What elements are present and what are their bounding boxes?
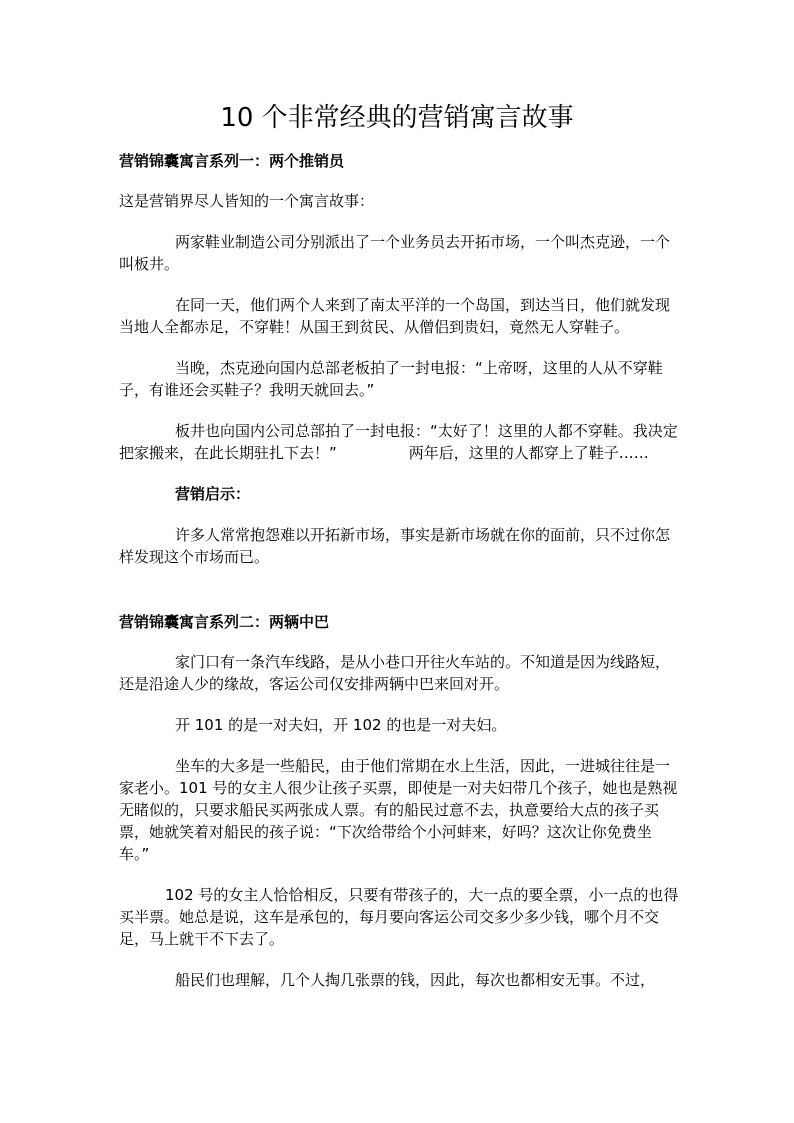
section-2-paragraph-2: 开 101 的是一对夫妇，开 102 的也是一对夫妇。 xyxy=(175,716,507,734)
section-1-paragraph-3: 当晚，杰克逊向国内总部老板拍了一封电报：“上帝呀，这里的人从不穿鞋子，有谁还会买鞋子？我明天就回去。” xyxy=(119,359,663,399)
section-1-heading: 营销锦囊寓言系列一：两个推销员 xyxy=(119,152,345,170)
section-2-paragraph-5: 船民们也理解，几个人掏几张票的钱，因此，每次也都相安无事。不过， xyxy=(175,971,656,989)
section-2-paragraph-4: 102 号的女主人恰恰相反，只要有带孩子的，大一点的要全票，小一点的也得买半票。她总是说，这车是承包的，每月要向客运公司交多少多少钱，哪个月不交足，马上就干不下去了。 xyxy=(119,886,679,948)
section-2-paragraph-1: 家门口有一条汽车线路，是从小巷口开往火车站的。不知道是因为线路短，还是沿途人少的缘故，客运公司仅安排两辆中巴来回对开。 xyxy=(119,653,671,693)
insight-text: 许多人常常抱怨难以开拓新市场，事实是新市场就在你的面前，只不过你怎样发现这个市场而已。 xyxy=(119,526,671,566)
document-title: 10 个非常经典的营销寓言故事 xyxy=(220,103,574,133)
section-2-heading: 营销锦囊寓言系列二：两辆中巴 xyxy=(119,613,330,631)
section-1-paragraph-2: 在同一天，他们两个人来到了南太平洋的一个岛国，到达当日，他们就发现当地人全都赤足，不穿鞋！从国王到贫民、从僧侣到贵妇，竟然无人穿鞋子。 xyxy=(119,296,671,336)
section-1-intro: 这是营销界尽人皆知的一个寓言故事： xyxy=(119,192,375,210)
section-1-paragraph-4a: 板井也向国内公司总部拍了一封电报：“太好了！这里的人都不穿鞋。我决定把家搬来，在此长期驻扎下去！” xyxy=(119,422,678,462)
section-1-paragraph-4 xyxy=(119,420,681,464)
insight-label: 营销启示： xyxy=(175,485,251,503)
document-body xyxy=(119,150,681,1010)
section-2-paragraph-3: 坐车的大多是一些船民，由于他们常期在水上生活，因此，一进城往往是一家老小。101 号的女主人很少让孩子买票，即使是一对夫妇带几个孩子，她也是熟视无睹似的，只要求船民买两张成人票。有的船民过意不去，执意要给大点的孩子买票，她就笑着对船民的孩子说：“下次给带给个小河蚌来，好吗？这次让你免费坐车。” xyxy=(119,757,678,863)
section-1-paragraph-4b: 两年后，这里的人都穿上了鞋子…… xyxy=(408,444,649,462)
section-1-paragraph-1: 两家鞋业制造公司分别派出了一个业务员去开拓市场，一个叫杰克逊，一个叫板井。 xyxy=(119,233,671,273)
section-spacer xyxy=(119,587,681,611)
